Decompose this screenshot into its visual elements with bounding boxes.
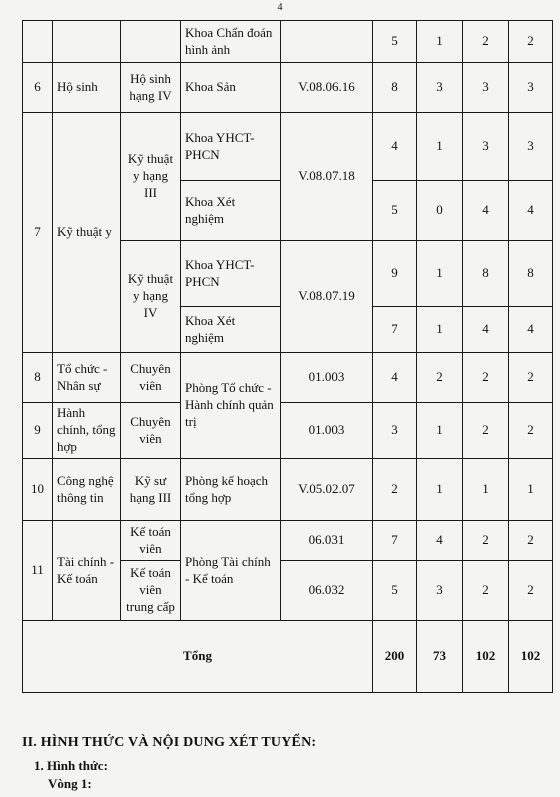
dept-cell: Phòng Tổ chức - Hành chính quản trị [181, 353, 281, 459]
table-row: Kỹ thuật y hạng IV Khoa YHCT-PHCN V.08.07.19 9 1 8 8 [23, 241, 553, 307]
code-cell: V.08.06.16 [281, 63, 373, 113]
dept-cell: Khoa Xét nghiệm [181, 181, 281, 241]
dept-cell: Khoa Sản [181, 63, 281, 113]
stt-cell: 11 [23, 521, 53, 621]
dept-cell: Khoa YHCT-PHCN [181, 241, 281, 307]
recruitment-table [22, 20, 553, 693]
table-row: Khoa Xét nghiệm 5 0 4 4 [23, 181, 553, 241]
title-cell: Hộ sinh [53, 63, 121, 113]
title-cell: Kỹ thuật y [53, 113, 121, 353]
dept-cell: Khoa Chẩn đoán hình ảnh [181, 21, 281, 63]
code-cell: 01.003 [281, 403, 373, 459]
dept-cell: Phòng kế hoạch tổng hợp [181, 459, 281, 521]
rank-cell: Kế toán viên trung cấp [121, 561, 181, 621]
table-row: 9 Hành chính, tổng hợp Chuyên viên 01.003 3 1 2 2 [23, 403, 553, 459]
table-row: 10 Công nghệ thông tin Kỹ sư hạng III Phòng kế hoạch tổng hợp V.05.02.07 2 1 1 1 [23, 459, 553, 521]
rank-cell: Kỹ sư hạng III [121, 459, 181, 521]
table-row: 7 Kỹ thuật y Kỹ thuật y hạng III Khoa YHCT-PHCN V.08.07.18 4 1 3 3 [23, 113, 553, 181]
rank-cell: Kế toán viên [121, 521, 181, 561]
rank-cell: Chuyên viên [121, 353, 181, 403]
stt-cell: 8 [23, 353, 53, 403]
stt-cell: 10 [23, 459, 53, 521]
dept-cell: Khoa YHCT-PHCN [181, 113, 281, 181]
title-cell: Tài chính - Kế toán [53, 521, 121, 621]
table-row: Khoa Chẩn đoán hình ảnh 5 1 2 2 [23, 21, 553, 63]
rank-cell: Kỹ thuật y hạng IV [121, 241, 181, 353]
rank-cell: Hộ sinh hạng IV [121, 63, 181, 113]
stt-cell: 6 [23, 63, 53, 113]
round-label: Vòng 1: [48, 776, 92, 791]
table-row: 11 Tài chính - Kế toán Kế toán viên Phòng Tài chính - Kế toán 06.031 7 4 2 2 [23, 521, 553, 561]
code-cell: V.05.02.07 [281, 459, 373, 521]
code-cell: V.08.07.19 [281, 241, 373, 353]
code-cell: 06.032 [281, 561, 373, 621]
total-row: Tổng 200 73 102 102 [23, 621, 553, 693]
rank-cell: Kỹ thuật y hạng III [121, 113, 181, 241]
subsection-title: 1. Hình thức: [34, 758, 108, 773]
code-cell: V.08.07.18 [281, 113, 373, 241]
table-row: 6 Hộ sinh Hộ sinh hạng IV Khoa Sản V.08.06.16 8 3 3 3 [23, 63, 553, 113]
title-cell: Công nghệ thông tin [53, 459, 121, 521]
title-cell: Tổ chức - Nhân sự [53, 353, 121, 403]
table-row: 8 Tổ chức - Nhân sự Chuyên viên Phòng Tổ chức - Hành chính quản trị 01.003 4 2 2 2 [23, 353, 553, 403]
code-cell: 06.031 [281, 521, 373, 561]
dept-cell: Khoa Xét nghiệm [181, 307, 281, 353]
stt-cell: 7 [23, 113, 53, 353]
table-row: Khoa Xét nghiệm 7 1 4 4 [23, 307, 553, 353]
title-cell: Hành chính, tổng hợp [53, 403, 121, 459]
code-cell: 01.003 [281, 353, 373, 403]
dept-cell: Phòng Tài chính - Kế toán [181, 521, 281, 621]
total-label: Tổng [23, 621, 373, 693]
table-row: Kế toán viên trung cấp 06.032 5 3 2 2 [23, 561, 553, 621]
page-number: 4 [277, 2, 283, 13]
stt-cell: 9 [23, 403, 53, 459]
section-heading: II. HÌNH THỨC VÀ NỘI DUNG XÉT TUYỂN: [22, 735, 317, 750]
rank-cell: Chuyên viên [121, 403, 181, 459]
